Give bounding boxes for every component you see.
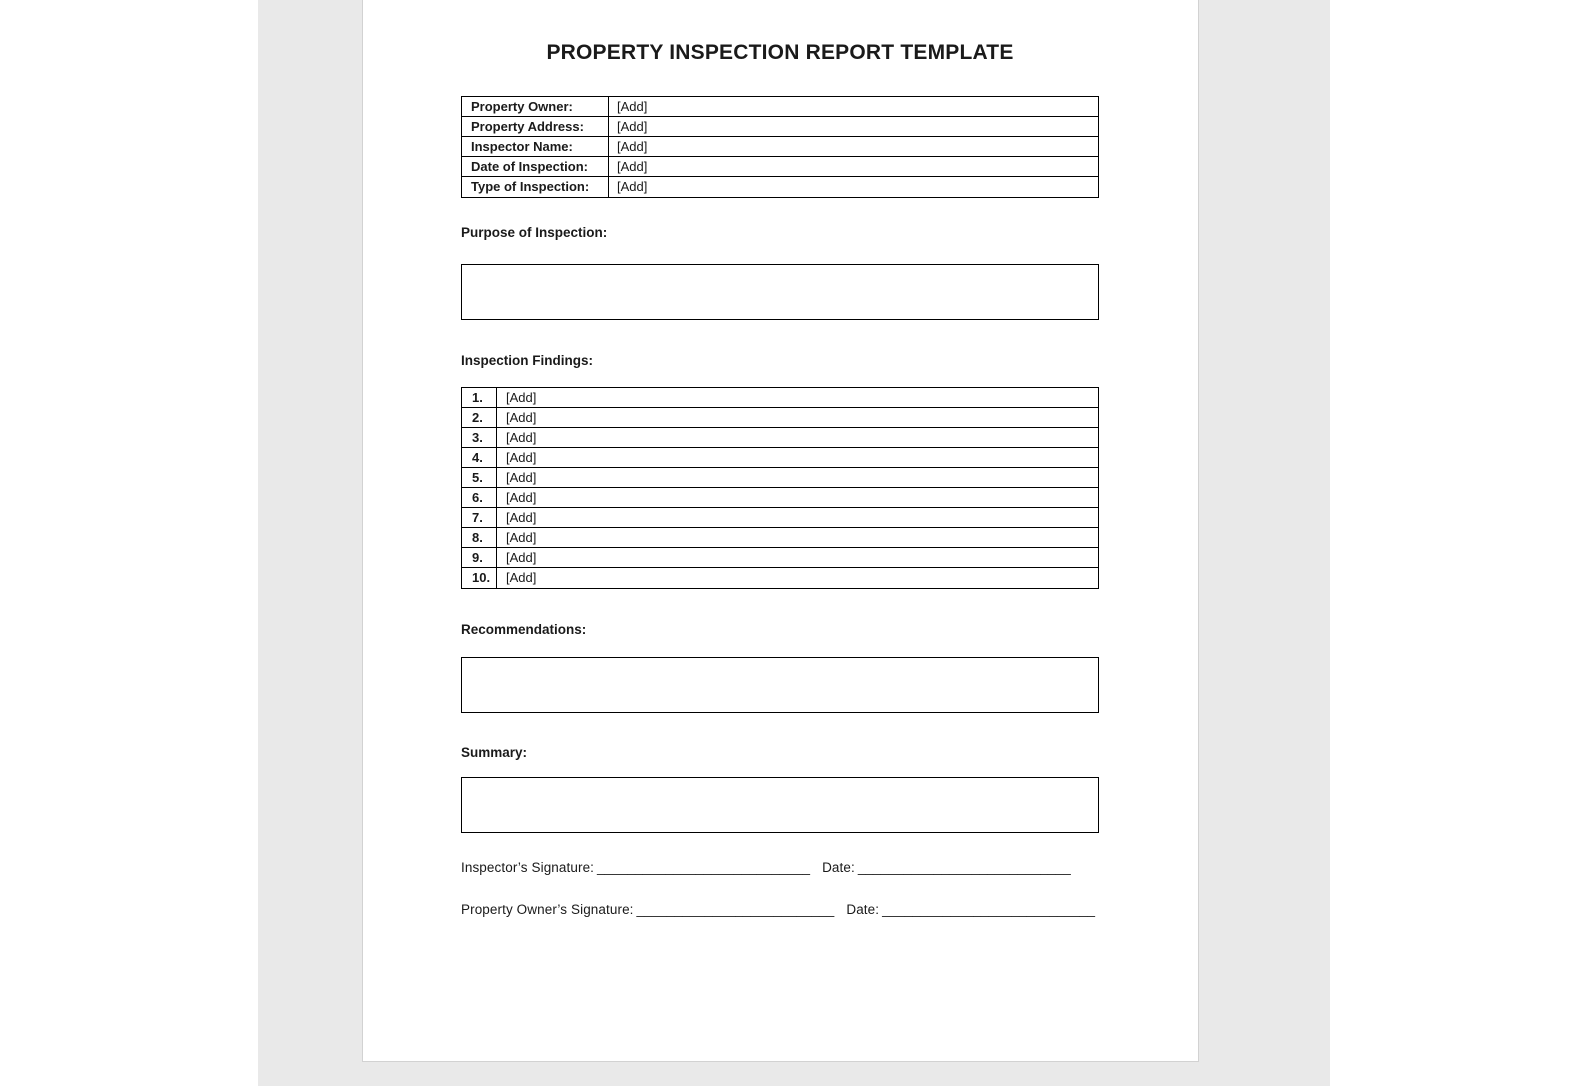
finding-number: 1. [462,388,497,407]
owner-signature-row [461,901,1099,919]
finding-number: 6. [462,488,497,507]
summary-text-box[interactable] [461,777,1099,833]
finding-value-add-placeholder[interactable]: [Add] [506,510,537,525]
owner-date-blank[interactable]: ____________________________ [882,902,1096,917]
info-value-add-placeholder[interactable]: [Add] [617,119,648,134]
finding-row [462,528,1098,548]
info-value-add-placeholder[interactable]: [Add] [617,179,648,194]
inspector-signature-label: Inspector’s Signature: [461,860,595,875]
owner-signature-blank[interactable]: __________________________ [636,902,835,917]
finding-value-add-placeholder[interactable]: [Add] [506,450,537,465]
finding-row [462,468,1098,488]
owner-date-label: Date: [846,902,880,917]
summary-section-label: Summary: [461,745,528,760]
document-title: PROPERTY INSPECTION REPORT TEMPLATE [546,41,1014,64]
info-value-add-placeholder[interactable]: [Add] [617,159,648,174]
finding-row [462,568,1098,588]
finding-number: 5. [462,468,497,487]
info-row-type-of-inspection [462,177,1098,197]
finding-number: 9. [462,548,497,567]
inspector-date-blank[interactable]: ____________________________ [857,860,1071,875]
finding-number: 2. [462,408,497,427]
purpose-text-box[interactable] [461,264,1099,320]
finding-row [462,408,1098,428]
finding-row [462,508,1098,528]
finding-number: 8. [462,528,497,547]
finding-number: 7. [462,508,497,527]
inspector-signature-row [461,859,1099,877]
finding-number: 10. [462,568,497,588]
inspector-signature-blank[interactable]: ____________________________ [597,860,811,875]
info-label: Date of Inspection: [462,157,609,176]
info-row-date-of-inspection [462,157,1098,177]
finding-number: 3. [462,428,497,447]
info-row-inspector-name [462,137,1098,157]
info-row-property-owner [462,97,1098,117]
finding-value-add-placeholder[interactable]: [Add] [506,550,537,565]
inspection-findings-table [461,387,1099,589]
recommendations-section-label: Recommendations: [461,622,587,637]
finding-value-add-placeholder[interactable]: [Add] [506,470,537,485]
finding-value-add-placeholder[interactable]: [Add] [506,530,537,545]
info-label: Property Owner: [462,97,609,116]
property-info-table [461,96,1099,198]
finding-value-add-placeholder[interactable]: [Add] [506,490,537,505]
recommendations-text-box[interactable] [461,657,1099,713]
info-value-add-placeholder[interactable]: [Add] [617,99,648,114]
purpose-section-label: Purpose of Inspection: [461,225,608,240]
inspector-date-label: Date: [822,860,855,875]
document-page [362,0,1199,1062]
finding-row [462,388,1098,408]
info-label: Property Address: [462,117,609,136]
findings-section-label: Inspection Findings: [461,353,593,368]
info-value-add-placeholder[interactable]: [Add] [617,139,648,154]
finding-row [462,428,1098,448]
finding-row [462,548,1098,568]
owner-signature-label: Property Owner’s Signature: [461,902,634,917]
finding-row [462,448,1098,468]
document-viewer-background [258,0,1330,1086]
finding-value-add-placeholder[interactable]: [Add] [506,390,537,405]
info-label: Inspector Name: [462,137,609,156]
info-row-property-address [462,117,1098,137]
finding-value-add-placeholder[interactable]: [Add] [506,430,537,445]
finding-row [462,488,1098,508]
info-label: Type of Inspection: [462,177,609,197]
finding-number: 4. [462,448,497,467]
finding-value-add-placeholder[interactable]: [Add] [506,570,537,585]
finding-value-add-placeholder[interactable]: [Add] [506,410,537,425]
